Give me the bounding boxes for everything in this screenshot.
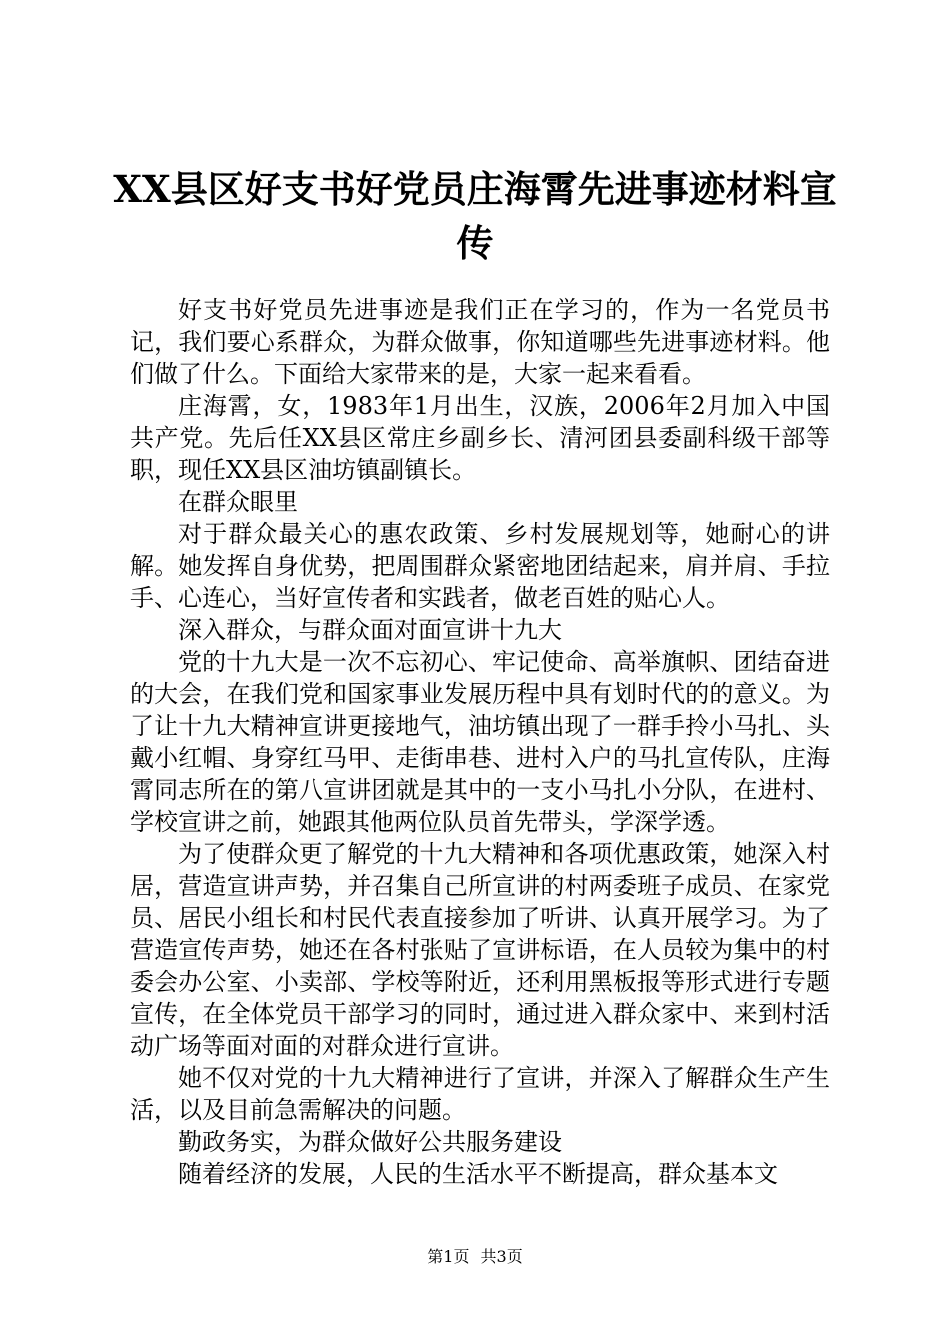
section-heading: 勤政务实，为群众做好公共服务建设 [178, 1128, 562, 1156]
page-number: 第1页 [427, 1247, 470, 1266]
page-total: 共3页 [480, 1247, 523, 1266]
section-heading: 在群众眼里 [178, 488, 298, 516]
document-body [130, 294, 830, 1190]
paragraph-profile: 庄海霄，女，1983年1月出生，汉族，2006年2月加入中国共产党。先后任XX县区常庄乡副乡长、清河团县委副科级干部等职，现任XX县区油坊镇副镇长。 [130, 392, 830, 484]
page-footer [0, 1244, 950, 1267]
document-title: XX县区好支书好党员庄海霄先进事迹材料宣传 [113, 167, 837, 265]
paragraph: 她不仅对党的十九大精神进行了宣讲，并深入了解群众生产生活，以及目前急需解决的问题。 [130, 1064, 830, 1124]
paragraph-intro: 好支书好党员先进事迹是我们正在学习的，作为一名党员书记，我们要心系群众，为群众做事，你知道哪些先进事迹材料。他们做了什么。下面给大家带来的是，大家一起来看看。 [130, 296, 830, 388]
paragraph: 党的十九大是一次不忘初心、牢记使命、高举旗帜、团结奋进的大会，在我们党和国家事业发展历程中具有划时代的的意义。为了让十九大精神宣讲更接地气，油坊镇出现了一群手拎小马扎、头戴小红帽、身穿红马甲、走街串巷、进村入户的马扎宣传队，庄海霄同志所在的第八宣讲团就是其中的一支小马扎小分队，在进村、学校宣讲之前，她跟其他两位队员首先带头，学深学透。 [130, 648, 830, 836]
paragraph: 为了使群众更了解党的十九大精神和各项优惠政策，她深入村居，营造宣讲声势，并召集自己所宣讲的村两委班子成员、在家党员、居民小组长和村民代表直接参加了听讲、认真开展学习。为了营造宣传声势，她还在各村张贴了宣讲标语，在人员较为集中的村委会办公室、小卖部、学校等附近，还利用黑板报等形式进行专题宣传，在全体党员干部学习的同时，通过进入群众家中、来到村活动广场等面对面的对群众进行宣讲。 [130, 840, 830, 1060]
section-heading: 深入群众，与群众面对面宣讲十九大 [178, 616, 562, 644]
paragraph: 随着经济的发展，人民的生活水平不断提高，群众基本文 [178, 1160, 778, 1188]
paragraph: 对于群众最关心的惠农政策、乡村发展规划等，她耐心的讲解。她发挥自身优势，把周围群众紧密地团结起来，肩并肩、手拉手、心连心，当好宣传者和实践者，做老百姓的贴心人。 [130, 520, 830, 612]
